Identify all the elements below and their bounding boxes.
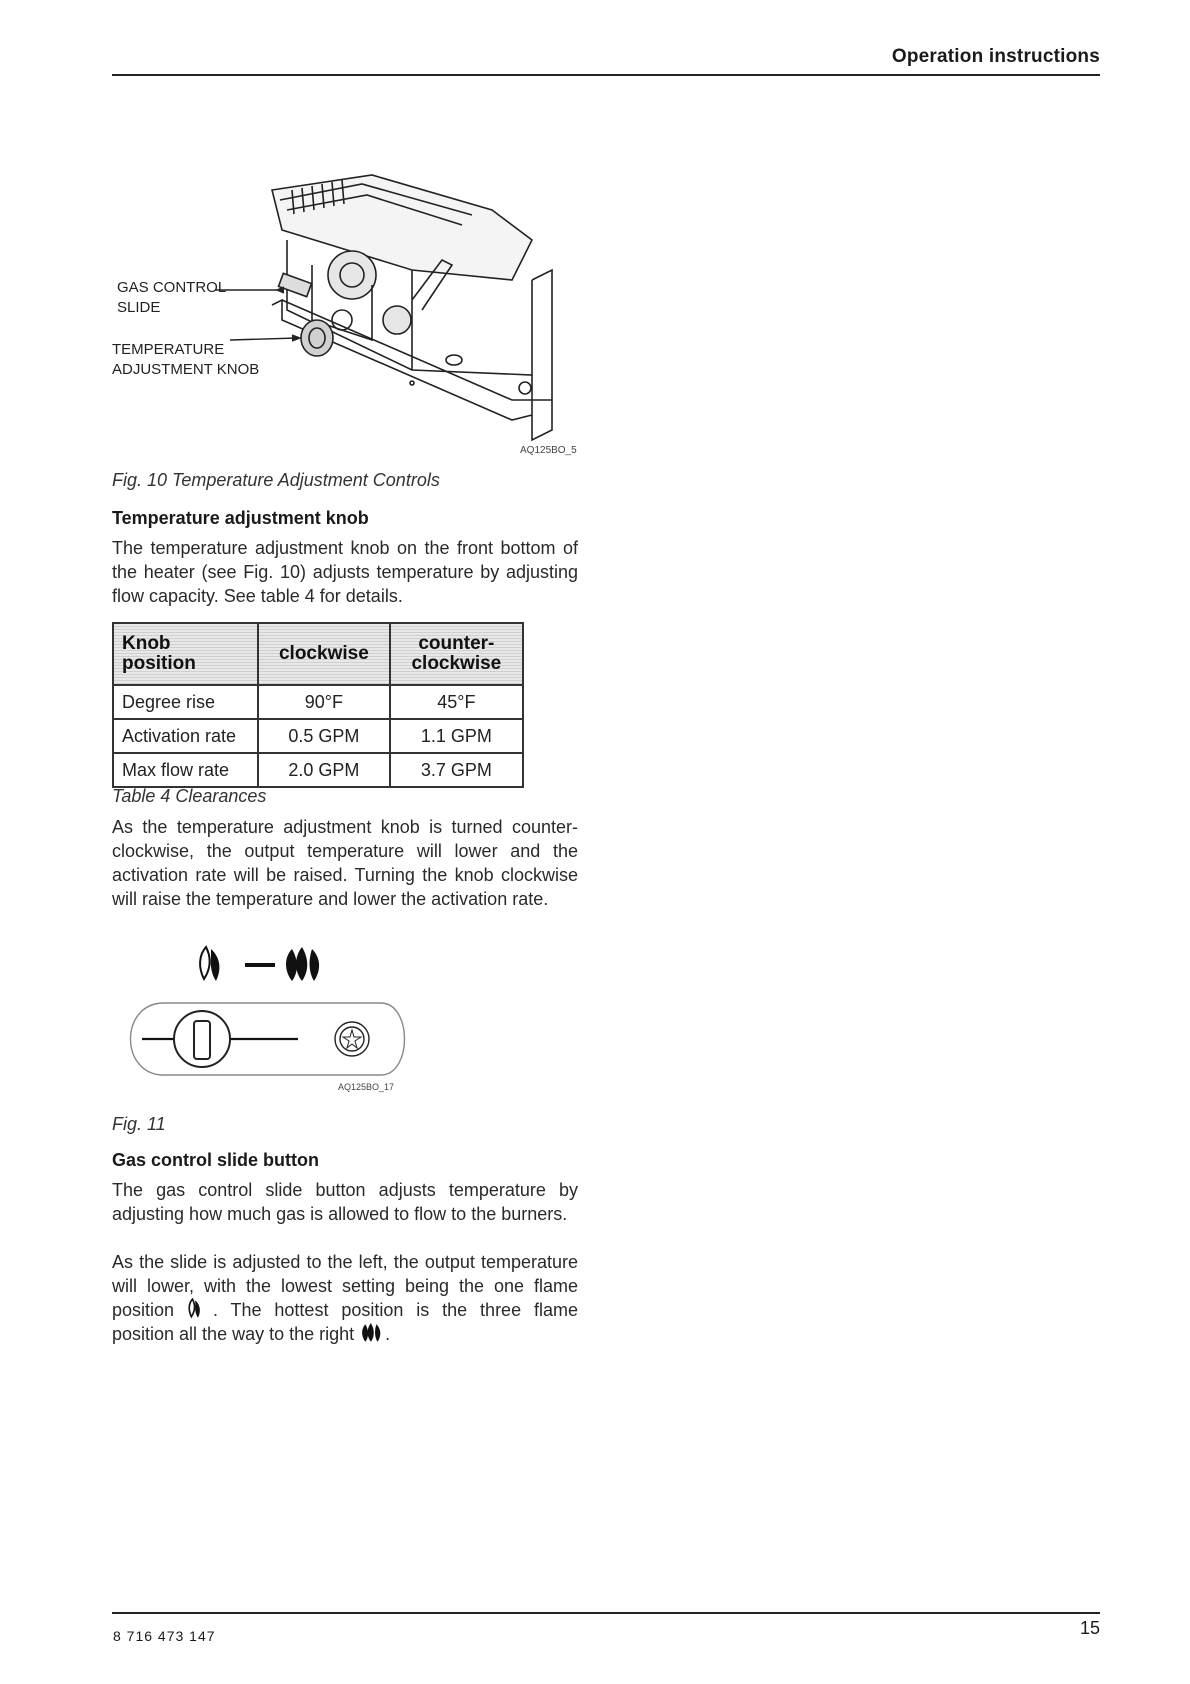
table-row [113, 685, 523, 719]
callout-temperature-knob: TEMPERATURE ADJUSTMENT KNOB [112, 341, 260, 378]
footer-rule [112, 1612, 1100, 1614]
gas-slide-illustration [112, 945, 432, 1120]
table-header-knob-position: Knob position [113, 623, 258, 685]
figure-11-caption: Fig. 11 [112, 1114, 166, 1134]
page-header-title: Operation instructions [891, 46, 1100, 67]
table-cell: 2.0 GPM [258, 753, 390, 787]
section-heading-temperature-knob: Temperature adjustment knob [112, 508, 369, 528]
slide-panel [131, 1003, 405, 1075]
paragraph-gas-slide-1: The gas control slide button adjusts temperature by adjusting how much gas is allowed to flow to the burners. [112, 1180, 578, 1224]
table-row [113, 753, 523, 787]
footer-document-code: 8 716 473 147 [113, 1628, 216, 1644]
table-cell: 1.1 GPM [390, 719, 523, 753]
heater-controls-illustration [112, 170, 592, 470]
figure-10-caption: Fig. 10 Temperature Adjustment Controls [112, 470, 440, 490]
paragraph-knob-rotation: As the temperature adjustment knob is turned counter-clockwise, the output temperature will lower and the activation rate will be raised. Turning the knob clockwise will raise the temperature and lower the activation rate. [112, 817, 578, 909]
figure-code: AQ125BO_5 [520, 445, 577, 456]
table-row [113, 719, 523, 753]
figure-11-gas-slide [112, 945, 432, 1120]
figure-10-temperature-controls [112, 170, 592, 470]
page-number: 15 [1079, 1618, 1100, 1638]
one-flame-icon [200, 947, 219, 981]
table-cell: 90°F [258, 685, 390, 719]
figure-code: AQ125BO_17 [338, 1082, 395, 1092]
table-cell: Max flow rate [113, 753, 258, 787]
table-cell: 0.5 GPM [258, 719, 390, 753]
range-dash [245, 963, 275, 967]
table-4-caption: Table 4 Clearances [112, 786, 267, 806]
table-header-counter-clockwise: counter- clockwise [390, 623, 523, 685]
table-cell: Activation rate [113, 719, 258, 753]
one-flame-icon [187, 1298, 213, 1320]
table-cell: 3.7 GPM [390, 753, 523, 787]
table-cell: 45°F [390, 685, 523, 719]
table-cell: Degree rise [113, 685, 258, 719]
paragraph-temperature-knob: The temperature adjustment knob on the front bottom of the heater (see Fig. 10) adjusts temperature by adjusting flow capacity. See table 4 for details. [112, 538, 578, 606]
section-heading-gas-slide: Gas control slide button [112, 1150, 320, 1170]
table-4-knob-settings [112, 622, 524, 788]
callout-gas-control-slide: GAS CONTROL SLIDE [117, 279, 227, 316]
header-rule [112, 74, 1100, 76]
paragraph-gas-slide-2: As the slide is adjusted to the left, the output temperature will lower, with the lowest setting being the one flame position . The hottest position is the three flame position all the way to the right . [112, 1252, 578, 1344]
table-header-clockwise: clockwise [258, 623, 390, 685]
three-flame-icon [286, 947, 319, 981]
three-flame-icon [359, 1322, 385, 1344]
